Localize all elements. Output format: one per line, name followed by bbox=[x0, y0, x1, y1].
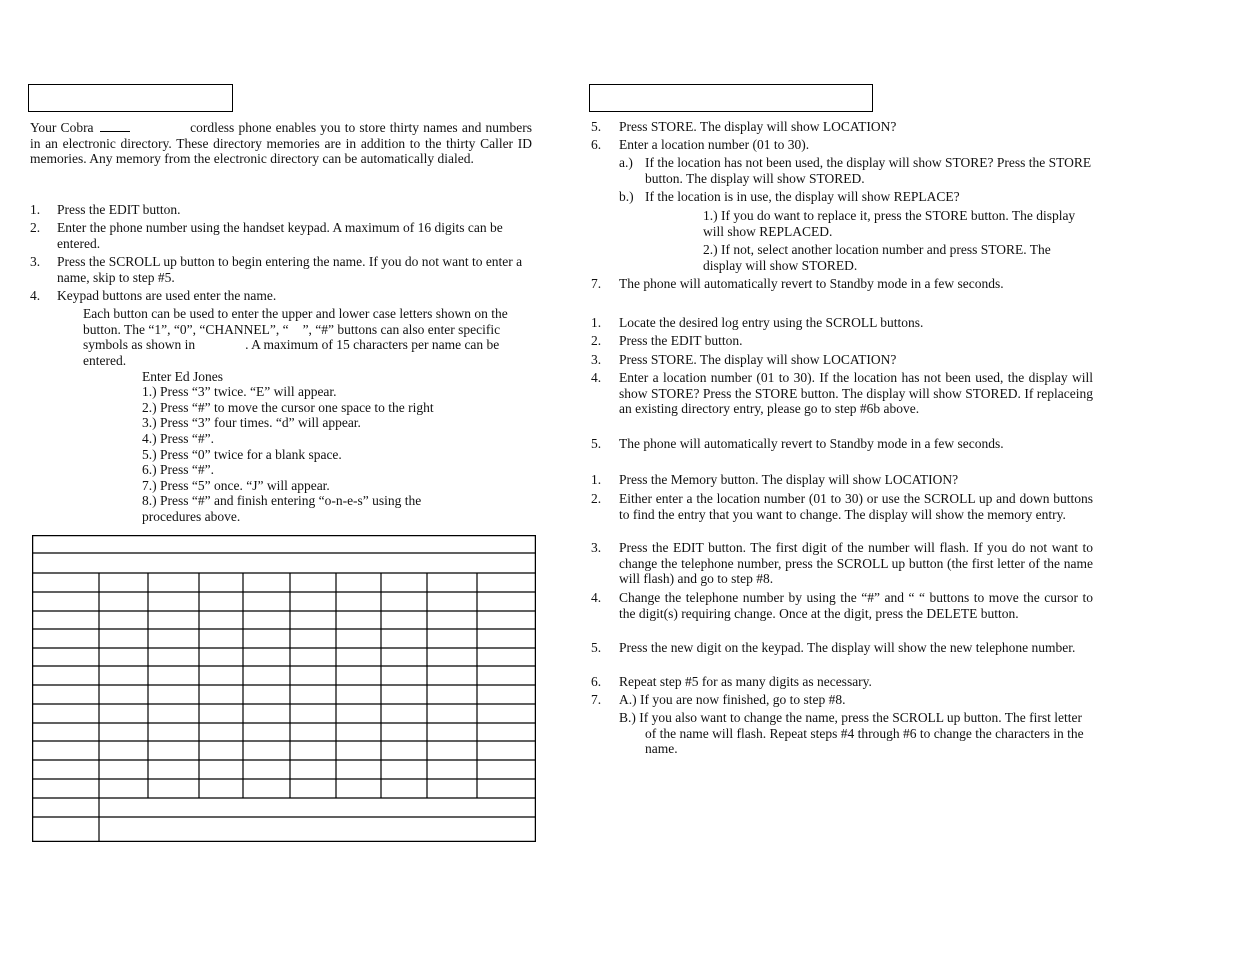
store-step-text: Enter a location number (01 to 30). bbox=[619, 137, 810, 152]
store-substep-num: a.) bbox=[619, 155, 633, 170]
log-step-text: Enter a location number (01 to 30). If the location has not been used, the display will show STORE? Press the STORE button. The display will show STORED. If replaceing an existing directory entry, please go to step #6b above. bbox=[619, 370, 1093, 416]
store-substep-text: If the location has not been used, the display will show STORE? Press the STORE button. The display will show STORED. bbox=[645, 155, 1092, 186]
step-3-text: Press the SCROLL up button to begin entering the name. If you do not want to enter a name, skip to step #5. bbox=[57, 254, 523, 285]
edit-step-text: Press the Memory button. The display will show LOCATION? bbox=[619, 472, 959, 487]
edit-step-num: 6. bbox=[591, 674, 602, 689]
edit-step-num: 3. bbox=[591, 540, 602, 555]
intro-paragraph bbox=[30, 120, 532, 167]
character-chart-grid bbox=[32, 535, 536, 842]
step-1-num: 1. bbox=[30, 202, 41, 217]
edit-step-num: 7. bbox=[591, 692, 602, 707]
keypad-paragraph: Each button can be used to enter the upper and lower case letters shown on the button. The “1”, “0”, “CHANNEL”, “ ”, “#” buttons can also enter specific symbols as shown in . A maximum of 15 characters per name can be entered. bbox=[83, 306, 508, 368]
example-step: 4.) Press “#”. bbox=[142, 431, 214, 446]
log-step-num: 1. bbox=[591, 315, 602, 330]
intro-text-rest: cordless phone enables you to store thirty names and numbers in an electronic directory. These directory memories are in addition to the thirty Caller ID memories. Any memory from the electronic directory can be automatically dialed. bbox=[30, 120, 533, 166]
log-step-num: 3. bbox=[591, 352, 602, 367]
store-step-text: The phone will automatically revert to Standby mode in a few seconds. bbox=[619, 276, 1004, 291]
store-replace-option: 1.) If you do want to replace it, press the STORE button. The display will show REPLACED. bbox=[703, 208, 1076, 239]
edit-step-num: 5. bbox=[591, 640, 602, 655]
store-step-num: 5. bbox=[591, 119, 602, 134]
store-substep-text: If the location is in use, the display will show REPLACE? bbox=[645, 189, 960, 204]
example-step: 7.) Press “5” once. “J” will appear. bbox=[142, 478, 330, 493]
log-step-text: Press STORE. The display will show LOCATION? bbox=[619, 352, 897, 367]
right-heading-box bbox=[589, 84, 873, 112]
log-step-num: 2. bbox=[591, 333, 602, 348]
example-step: 2.) Press “#” to move the cursor one space to the right bbox=[142, 400, 434, 415]
step-4-num: 4. bbox=[30, 288, 41, 303]
store-step-num: 7. bbox=[591, 276, 602, 291]
edit-substep-text: B.) If you also want to change the name, press the SCROLL up button. The first letter of the name will flash. Repeat steps #4 through #6 to change the characters in the name. bbox=[619, 710, 1084, 756]
log-step-text: The phone will automatically revert to Standby mode in a few seconds. bbox=[619, 436, 1004, 451]
step-1-text: Press the EDIT button. bbox=[57, 202, 181, 217]
intro-text-start: Your Cobra bbox=[30, 120, 94, 135]
log-step-num: 4. bbox=[591, 370, 602, 385]
store-substep-num: b.) bbox=[619, 189, 634, 204]
example-step: 3.) Press “3” four times. “d” will appear. bbox=[142, 415, 361, 430]
example-step: 8.) Press “#” and finish entering “o-n-e-s” using the procedures above. bbox=[142, 493, 422, 524]
log-step-num: 5. bbox=[591, 436, 602, 451]
example-step: 6.) Press “#”. bbox=[142, 462, 214, 477]
step-4-text: Keypad buttons are used enter the name. bbox=[57, 288, 277, 303]
example-step: 1.) Press “3” twice. “E” will appear. bbox=[142, 384, 337, 399]
edit-step-num: 1. bbox=[591, 472, 602, 487]
edit-step-text: Change the telephone number by using the “#” and “ “ buttons to move the cursor to the digit(s) requiring change. Once at the digit, press the DELETE button. bbox=[619, 590, 1093, 621]
edit-step-text: Press the EDIT button. The first digit of the number will flash. If you do not want to change the telephone number, press the SCROLL up button (the first letter of the name will flash) and go to step #8. bbox=[619, 540, 1093, 586]
model-blank bbox=[100, 121, 130, 132]
log-step-text: Press the EDIT button. bbox=[619, 333, 743, 348]
edit-step-num: 2. bbox=[591, 491, 602, 506]
step-3-num: 3. bbox=[30, 254, 41, 269]
step-2-text: Enter the phone number using the handset keypad. A maximum of 16 digits can be entered. bbox=[57, 220, 503, 251]
log-step-text: Locate the desired log entry using the SCROLL buttons. bbox=[619, 315, 924, 330]
edit-step-text: A.) If you are now finished, go to step #8. bbox=[619, 692, 846, 707]
edit-step-text: Repeat step #5 for as many digits as necessary. bbox=[619, 674, 872, 689]
left-heading-box bbox=[28, 84, 233, 112]
store-replace-option: 2.) If not, select another location number and press STORE. The display will show STORED. bbox=[703, 242, 1051, 273]
store-step-num: 6. bbox=[591, 137, 602, 152]
example-step: 5.) Press “0” twice for a blank space. bbox=[142, 447, 342, 462]
edit-step-num: 4. bbox=[591, 590, 602, 605]
step-2-num: 2. bbox=[30, 220, 41, 235]
store-step-text: Press STORE. The display will show LOCATION? bbox=[619, 119, 897, 134]
edit-step-text: Either enter a the location number (01 to 30) or use the SCROLL up and down buttons to find the entry that you want to change. The display will show the memory entry. bbox=[619, 491, 1093, 522]
edit-step-text: Press the new digit on the keypad. The display will show the new telephone number. bbox=[619, 640, 1076, 655]
example-title: Enter Ed Jones bbox=[142, 369, 223, 384]
